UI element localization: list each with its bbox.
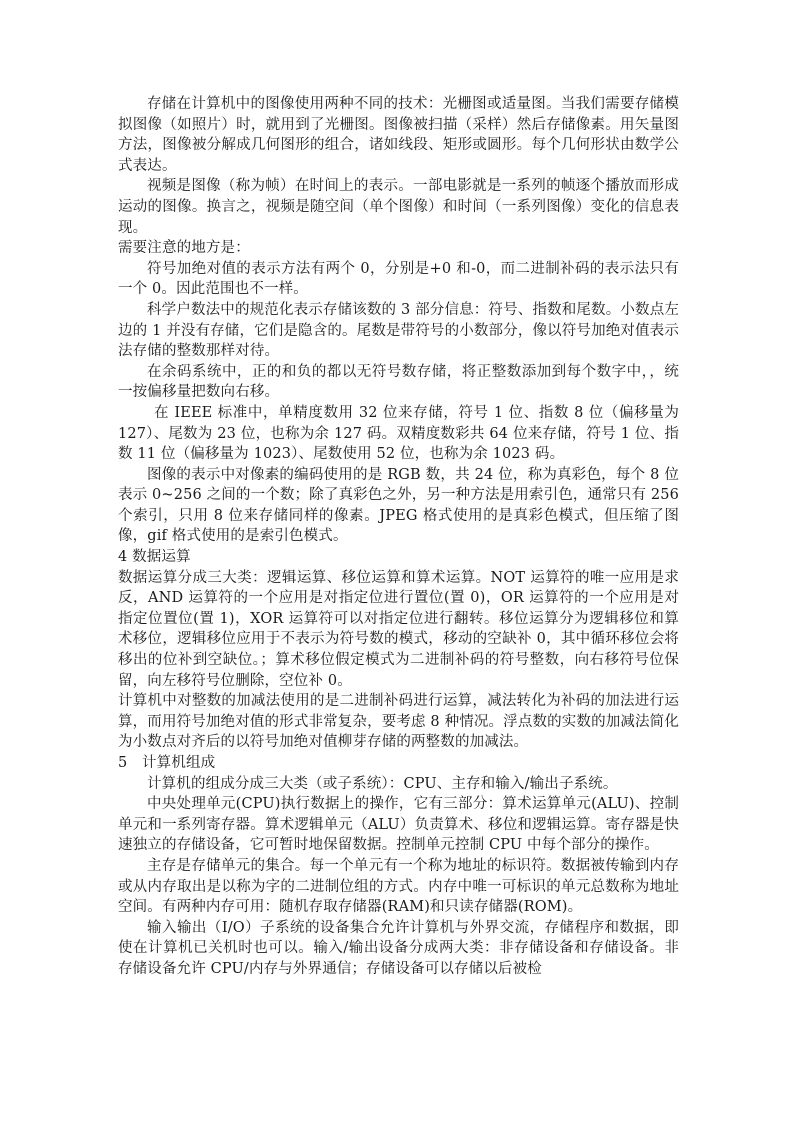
- paragraph-scientific-notation: 科学户数法中的规范化表示存储该数的 3 部分信息：符号、指数和尾数。小数点左边的 1 并没有存储，它们是隐含的。尾数是带符号的小数部分，像以符号加绝对值表示法存储的整数那样对待。: [118, 301, 679, 360]
- paragraph-cpu: 中央处理单元(CPU)执行数据上的操作，它有三部分：算术运算单元(ALU)、控制单元和一系列寄存器。算术逻辑单元（ALU）负责算术、移位和逻辑运算。寄存器是快速独立的存储设备，它可暂时地保留数据。控制单元控制 CPU 中每个部分的操作。: [118, 796, 679, 854]
- document-body: [118, 94, 679, 980]
- paragraph-sign-magnitude: 符号加绝对值的表示方法有两个 0，分别是+0 和-0，而二进制补码的表示法只有一个 0。因此范围也不一样。: [118, 260, 679, 298]
- notes-heading: 需要注意的地方是：: [118, 240, 250, 257]
- section-heading-data-operations: 4 数据运算: [118, 549, 191, 566]
- paragraph-image-storage: 存储在计算机中的图像使用两种不同的技术：光栅图或适量图。当我们需要存储模拟图像（如照片）时，就用到了光栅图。图像被扫描（采样）然后存储像素。用矢量图方法，图像被分解成几何图形的组合，诸如线段、矩形或圆形。每个几何形状由数学公式表达。: [118, 96, 679, 174]
- paragraph-pixel-encoding: 图像的表示中对像素的编码使用的是 RGB 数，共 24 位，称为真彩色，每个 8 位表示 0~256 之间的一个数；除了真彩色之外，另一种方法是用索引色，通常只有 256 个索引，只用 8 位来存储同样的像素。JPEG 格式使用的是真彩色模式，但压缩了图像，gif 格式使用的是索引色模式。: [118, 466, 680, 545]
- paragraph-data-operations: 数据运算分成三大类：逻辑运算、移位运算和算术运算。NOT 运算符的唯一应用是求反，AND 运算符的一个应用是对指定位进行置位(置 0)，OR 运算符的一个应用是对指定位置位(置 1)，XOR 运算符可以对指定位进行翻转。移位运算分为逻辑移位和算术移位，逻辑移位应用于不表示为符号数的模式，移动的空缺补 0，其中循环移位会将移出的位补到空缺位。；算术移位假定模式为二进制补码的符号整数，向右移符号位保留，向左移符号位删除，空位补 0。: [118, 569, 679, 689]
- paragraph-subsystems: 计算机的组成分成三大类（或子系统）：CPU、主存和输入/输出子系统。: [147, 775, 618, 792]
- paragraph-integer-arithmetic: 计算机中对整数的加减法使用的是二进制补码进行运算，减法转化为补码的加法进行运算，而用符号加绝对值的形式非常复杂，要考虑 8 种情况。浮点数的实数的加减法简化为小数点对齐后的以符号加绝对值柳芽存储的两整数的加减法。: [118, 693, 679, 751]
- paragraph-excess-code: 在余码系统中，正的和负的都以无符号数存储，将正整数添加到每个数字中，，统一按偏移量把数向右移。: [118, 363, 679, 401]
- section-heading-computer-organization: 5 计算机组成: [118, 755, 216, 771]
- paragraph-video: 视频是图像（称为帧）在时间上的表示。一部电影就是一系列的帧逐个播放而形成运动的图像。换言之，视频是随空间（单个图像）和时间（一系列图像）变化的信息表现。: [118, 178, 679, 236]
- paragraph-ieee-standard: 在 IEEE 标准中，单精度数用 32 位来存储，符号 1 位、指数 8 位（偏移量为 127）、尾数为 23 位，也称为余 127 码。双精度数彩共 64 位来存储，符号 1 位、指数 11 位（偏移量为 1023）、尾数使用 52 位，也称为余 1023 码。: [118, 404, 679, 463]
- paragraph-io-subsystem: 输入输出（I/O）子系统的设备集合允许计算机与外界交流，存储程序和数据，即使在计算机已关机时也可以。输入/输出设备分成两大类：非存储设备和存储设备。非存储设备允许 CPU/内存与外界通信；存储设备可以存储以后被检: [118, 919, 679, 977]
- paragraph-main-memory: 主存是存储单元的集合。每一个单元有一个称为地址的标识符。数据被传输到内存或从内存取出是以称为字的二进制位组的方式。内存中唯一可标识的单元总数称为地址空间。有两种内存可用：随机存取存储器(RAM)和只读存储器(ROM)。: [118, 857, 679, 916]
